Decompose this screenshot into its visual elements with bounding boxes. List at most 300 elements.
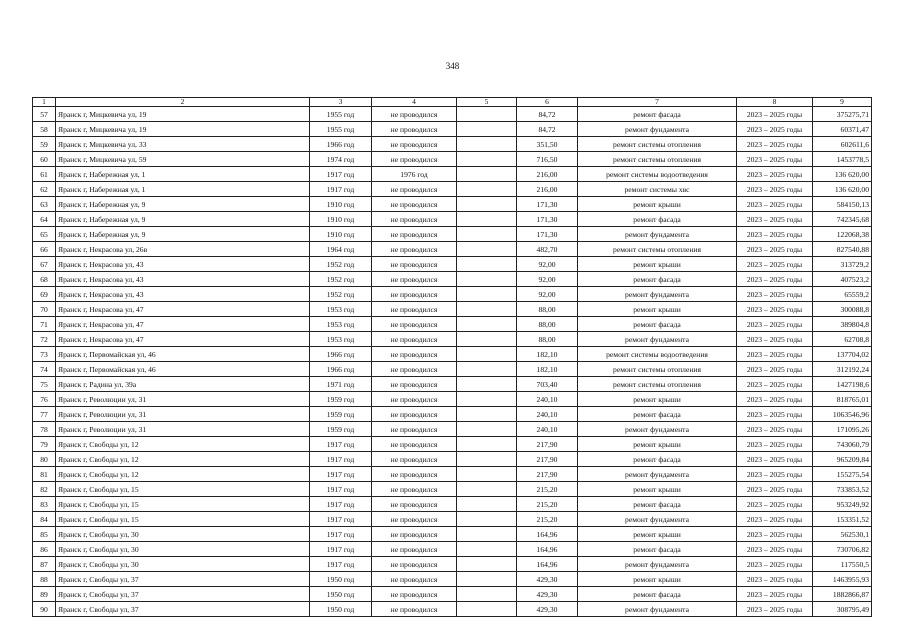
col5-cell xyxy=(457,512,517,527)
row-number: 61 xyxy=(33,167,56,182)
area-cell: 429,30 xyxy=(517,587,578,602)
work-type-cell: ремонт системы отопления xyxy=(578,377,737,392)
table-row xyxy=(33,272,872,287)
work-type-cell: ремонт системы отопления xyxy=(578,242,737,257)
last-repair-cell: не проводился xyxy=(372,182,457,197)
table-body xyxy=(33,107,872,617)
area-cell: 703,40 xyxy=(517,377,578,392)
area-cell: 92,00 xyxy=(517,272,578,287)
commission-year-cell: 1953 год xyxy=(310,302,372,317)
row-number: 84 xyxy=(33,512,56,527)
row-number: 59 xyxy=(33,137,56,152)
last-repair-cell: не проводился xyxy=(372,347,457,362)
area-cell: 171,30 xyxy=(517,212,578,227)
last-repair-cell: не проводился xyxy=(372,527,457,542)
last-repair-cell: не проводился xyxy=(372,332,457,347)
last-repair-cell: не проводился xyxy=(372,467,457,482)
cost-cell: 743060,79 xyxy=(813,437,872,452)
table-row xyxy=(33,287,872,302)
area-cell: 215,20 xyxy=(517,512,578,527)
address-cell: Яранск г, Некрасова ул, 47 xyxy=(56,332,310,347)
cost-cell: 730706,82 xyxy=(813,542,872,557)
commission-year-cell: 1966 год xyxy=(310,347,372,362)
address-cell: Яранск г, Мицкевича ул, 19 xyxy=(56,107,310,122)
period-cell: 2023 – 2025 годы xyxy=(737,482,813,497)
row-number: 77 xyxy=(33,407,56,422)
period-cell: 2023 – 2025 годы xyxy=(737,287,813,302)
cost-cell: 584150,13 xyxy=(813,197,872,212)
row-number: 73 xyxy=(33,347,56,362)
address-cell: Яранск г, Свободы ул, 12 xyxy=(56,467,310,482)
period-cell: 2023 – 2025 годы xyxy=(737,197,813,212)
work-type-cell: ремонт фундамента xyxy=(578,227,737,242)
table-row xyxy=(33,572,872,587)
row-number: 57 xyxy=(33,107,56,122)
work-type-cell: ремонт фасада xyxy=(578,317,737,332)
cost-cell: 1063546,96 xyxy=(813,407,872,422)
row-number: 75 xyxy=(33,377,56,392)
last-repair-cell: не проводился xyxy=(372,152,457,167)
commission-year-cell: 1950 год xyxy=(310,572,372,587)
period-cell: 2023 – 2025 годы xyxy=(737,422,813,437)
commission-year-cell: 1917 год xyxy=(310,512,372,527)
table-row xyxy=(33,227,872,242)
col5-cell xyxy=(457,497,517,512)
last-repair-cell: не проводился xyxy=(372,107,457,122)
work-type-cell: ремонт крыши xyxy=(578,482,737,497)
period-cell: 2023 – 2025 годы xyxy=(737,512,813,527)
area-cell: 215,20 xyxy=(517,482,578,497)
table-row xyxy=(33,152,872,167)
address-cell: Яранск г, Свободы ул, 30 xyxy=(56,542,310,557)
row-number: 67 xyxy=(33,257,56,272)
col5-cell xyxy=(457,242,517,257)
table-row xyxy=(33,557,872,572)
cost-cell: 389804,8 xyxy=(813,317,872,332)
area-cell: 217,90 xyxy=(517,452,578,467)
table-row xyxy=(33,347,872,362)
commission-year-cell: 1959 год xyxy=(310,407,372,422)
area-cell: 216,00 xyxy=(517,167,578,182)
repair-program-table xyxy=(32,97,872,617)
last-repair-cell: не проводился xyxy=(372,122,457,137)
commission-year-cell: 1910 год xyxy=(310,197,372,212)
col5-cell xyxy=(457,407,517,422)
cost-cell: 953249,92 xyxy=(813,497,872,512)
header-col-last-repair: 4 xyxy=(372,98,457,107)
address-cell: Яранск г, Свободы ул, 12 xyxy=(56,437,310,452)
work-type-cell: ремонт фасада xyxy=(578,542,737,557)
address-cell: Яранск г, Набережная ул, 1 xyxy=(56,182,310,197)
last-repair-cell: не проводился xyxy=(372,227,457,242)
cost-cell: 308795,49 xyxy=(813,602,872,617)
table-row xyxy=(33,242,872,257)
table-row xyxy=(33,332,872,347)
commission-year-cell: 1952 год xyxy=(310,272,372,287)
table-row xyxy=(33,197,872,212)
cost-cell: 122068,38 xyxy=(813,227,872,242)
work-type-cell: ремонт фасада xyxy=(578,272,737,287)
address-cell: Яранск г, Революции ул, 31 xyxy=(56,407,310,422)
row-number: 87 xyxy=(33,557,56,572)
col5-cell xyxy=(457,137,517,152)
row-number: 76 xyxy=(33,392,56,407)
cost-cell: 407523,2 xyxy=(813,272,872,287)
area-cell: 92,00 xyxy=(517,287,578,302)
address-cell: Яранск г, Свободы ул, 37 xyxy=(56,587,310,602)
work-type-cell: ремонт системы отопления xyxy=(578,362,737,377)
address-cell: Яранск г, Первомайская ул, 46 xyxy=(56,362,310,377)
col5-cell xyxy=(457,482,517,497)
col5-cell xyxy=(457,377,517,392)
cost-cell: 375275,71 xyxy=(813,107,872,122)
area-cell: 217,90 xyxy=(517,467,578,482)
address-cell: Яранск г, Свободы ул, 37 xyxy=(56,602,310,617)
area-cell: 171,30 xyxy=(517,197,578,212)
commission-year-cell: 1917 год xyxy=(310,437,372,452)
area-cell: 164,96 xyxy=(517,557,578,572)
period-cell: 2023 – 2025 годы xyxy=(737,497,813,512)
area-cell: 216,00 xyxy=(517,182,578,197)
address-cell: Яранск г, Свободы ул, 15 xyxy=(56,482,310,497)
col5-cell xyxy=(457,467,517,482)
last-repair-cell: не проводился xyxy=(372,317,457,332)
table-row xyxy=(33,527,872,542)
area-cell: 182,10 xyxy=(517,347,578,362)
area-cell: 84,72 xyxy=(517,122,578,137)
commission-year-cell: 1917 год xyxy=(310,557,372,572)
commission-year-cell: 1952 год xyxy=(310,287,372,302)
commission-year-cell: 1917 год xyxy=(310,497,372,512)
period-cell: 2023 – 2025 годы xyxy=(737,167,813,182)
work-type-cell: ремонт крыши xyxy=(578,527,737,542)
col5-cell xyxy=(457,602,517,617)
row-number: 82 xyxy=(33,482,56,497)
work-type-cell: ремонт крыши xyxy=(578,437,737,452)
period-cell: 2023 – 2025 годы xyxy=(737,227,813,242)
table-row xyxy=(33,422,872,437)
address-cell: Яранск г, Свободы ул, 15 xyxy=(56,497,310,512)
work-type-cell: ремонт системы отопления xyxy=(578,137,737,152)
table-row xyxy=(33,122,872,137)
col5-cell xyxy=(457,182,517,197)
area-cell: 84,72 xyxy=(517,107,578,122)
work-type-cell: ремонт фундамента xyxy=(578,467,737,482)
area-cell: 88,00 xyxy=(517,332,578,347)
header-col-area: 6 xyxy=(517,98,578,107)
last-repair-cell: не проводился xyxy=(372,362,457,377)
period-cell: 2023 – 2025 годы xyxy=(737,587,813,602)
period-cell: 2023 – 2025 годы xyxy=(737,182,813,197)
cost-cell: 1427198,6 xyxy=(813,377,872,392)
address-cell: Яранск г, Некрасова ул, 43 xyxy=(56,257,310,272)
period-cell: 2023 – 2025 годы xyxy=(737,542,813,557)
commission-year-cell: 1917 год xyxy=(310,542,372,557)
address-cell: Яранск г, Мицкевича ул, 19 xyxy=(56,122,310,137)
work-type-cell: ремонт системы водоотведения xyxy=(578,167,737,182)
area-cell: 482,70 xyxy=(517,242,578,257)
col5-cell xyxy=(457,227,517,242)
work-type-cell: ремонт фасада xyxy=(578,107,737,122)
period-cell: 2023 – 2025 годы xyxy=(737,572,813,587)
cost-cell: 313729,2 xyxy=(813,257,872,272)
period-cell: 2023 – 2025 годы xyxy=(737,527,813,542)
table-row xyxy=(33,452,872,467)
period-cell: 2023 – 2025 годы xyxy=(737,467,813,482)
work-type-cell: ремонт крыши xyxy=(578,302,737,317)
last-repair-cell: не проводился xyxy=(372,497,457,512)
col5-cell xyxy=(457,422,517,437)
table-header-row xyxy=(33,98,872,107)
row-number: 79 xyxy=(33,437,56,452)
row-number: 81 xyxy=(33,467,56,482)
last-repair-cell: не проводился xyxy=(372,257,457,272)
row-number: 72 xyxy=(33,332,56,347)
period-cell: 2023 – 2025 годы xyxy=(737,137,813,152)
header-col-address: 2 xyxy=(56,98,310,107)
commission-year-cell: 1955 год xyxy=(310,107,372,122)
cost-cell: 742345,68 xyxy=(813,212,872,227)
commission-year-cell: 1917 год xyxy=(310,167,372,182)
address-cell: Яранск г, Набережная ул, 9 xyxy=(56,212,310,227)
address-cell: Яранск г, Свободы ул, 12 xyxy=(56,452,310,467)
area-cell: 429,30 xyxy=(517,602,578,617)
period-cell: 2023 – 2025 годы xyxy=(737,257,813,272)
last-repair-cell: не проводился xyxy=(372,377,457,392)
commission-year-cell: 1917 год xyxy=(310,452,372,467)
area-cell: 429,30 xyxy=(517,572,578,587)
last-repair-cell: не проводился xyxy=(372,437,457,452)
commission-year-cell: 1966 год xyxy=(310,137,372,152)
cost-cell: 300088,8 xyxy=(813,302,872,317)
period-cell: 2023 – 2025 годы xyxy=(737,152,813,167)
area-cell: 240,10 xyxy=(517,422,578,437)
period-cell: 2023 – 2025 годы xyxy=(737,242,813,257)
col5-cell xyxy=(457,257,517,272)
area-cell: 351,50 xyxy=(517,137,578,152)
period-cell: 2023 – 2025 годы xyxy=(737,272,813,287)
commission-year-cell: 1953 год xyxy=(310,317,372,332)
period-cell: 2023 – 2025 годы xyxy=(737,602,813,617)
row-number: 58 xyxy=(33,122,56,137)
last-repair-cell: не проводился xyxy=(372,452,457,467)
commission-year-cell: 1964 год xyxy=(310,242,372,257)
work-type-cell: ремонт крыши xyxy=(578,572,737,587)
header-col-5: 5 xyxy=(457,98,517,107)
table-row xyxy=(33,542,872,557)
cost-cell: 136 620,00 xyxy=(813,167,872,182)
work-type-cell: ремонт фасада xyxy=(578,452,737,467)
address-cell: Яранск г, Мицкевича ул, 33 xyxy=(56,137,310,152)
last-repair-cell: не проводился xyxy=(372,482,457,497)
header-col-commission-year: 3 xyxy=(310,98,372,107)
col5-cell xyxy=(457,437,517,452)
col5-cell xyxy=(457,167,517,182)
commission-year-cell: 1953 год xyxy=(310,332,372,347)
cost-cell: 1453778,5 xyxy=(813,152,872,167)
work-type-cell: ремонт крыши xyxy=(578,197,737,212)
cost-cell: 117550,5 xyxy=(813,557,872,572)
table-row xyxy=(33,467,872,482)
row-number: 71 xyxy=(33,317,56,332)
address-cell: Яранск г, Свободы ул, 30 xyxy=(56,527,310,542)
table-row xyxy=(33,257,872,272)
cost-cell: 62708,8 xyxy=(813,332,872,347)
row-number: 65 xyxy=(33,227,56,242)
cost-cell: 60371,47 xyxy=(813,122,872,137)
table-row xyxy=(33,482,872,497)
row-number: 64 xyxy=(33,212,56,227)
area-cell: 164,96 xyxy=(517,542,578,557)
period-cell: 2023 – 2025 годы xyxy=(737,212,813,227)
area-cell: 88,00 xyxy=(517,317,578,332)
col5-cell xyxy=(457,587,517,602)
commission-year-cell: 1917 год xyxy=(310,527,372,542)
last-repair-cell: не проводился xyxy=(372,557,457,572)
address-cell: Яранск г, Набережная ул, 9 xyxy=(56,227,310,242)
row-number: 63 xyxy=(33,197,56,212)
address-cell: Яранск г, Мицкевича ул, 59 xyxy=(56,152,310,167)
table-row xyxy=(33,167,872,182)
work-type-cell: ремонт крыши xyxy=(578,392,737,407)
address-cell: Яранск г, Некрасова ул, 26в xyxy=(56,242,310,257)
area-cell: 182,10 xyxy=(517,362,578,377)
cost-cell: 1463955,93 xyxy=(813,572,872,587)
row-number: 70 xyxy=(33,302,56,317)
period-cell: 2023 – 2025 годы xyxy=(737,452,813,467)
col5-cell xyxy=(457,527,517,542)
table-row xyxy=(33,212,872,227)
col5-cell xyxy=(457,347,517,362)
cost-cell: 733853,52 xyxy=(813,482,872,497)
period-cell: 2023 – 2025 годы xyxy=(737,362,813,377)
row-number: 86 xyxy=(33,542,56,557)
table-row xyxy=(33,362,872,377)
row-number: 90 xyxy=(33,602,56,617)
cost-cell: 171095,26 xyxy=(813,422,872,437)
work-type-cell: ремонт системы хвс xyxy=(578,182,737,197)
work-type-cell: ремонт фундамента xyxy=(578,422,737,437)
period-cell: 2023 – 2025 годы xyxy=(737,557,813,572)
table-row xyxy=(33,497,872,512)
period-cell: 2023 – 2025 годы xyxy=(737,407,813,422)
col5-cell xyxy=(457,452,517,467)
commission-year-cell: 1917 год xyxy=(310,467,372,482)
period-cell: 2023 – 2025 годы xyxy=(737,437,813,452)
cost-cell: 153351,52 xyxy=(813,512,872,527)
work-type-cell: ремонт системы отопления xyxy=(578,152,737,167)
header-col-cost: 9 xyxy=(813,98,872,107)
period-cell: 2023 – 2025 годы xyxy=(737,317,813,332)
cost-cell: 65559,2 xyxy=(813,287,872,302)
last-repair-cell: не проводился xyxy=(372,302,457,317)
table-row xyxy=(33,407,872,422)
header-col-number: 1 xyxy=(33,98,56,107)
commission-year-cell: 1971 год xyxy=(310,377,372,392)
col5-cell xyxy=(457,212,517,227)
last-repair-cell: не проводился xyxy=(372,137,457,152)
commission-year-cell: 1950 год xyxy=(310,587,372,602)
last-repair-cell: не проводился xyxy=(372,602,457,617)
work-type-cell: ремонт фундамента xyxy=(578,122,737,137)
last-repair-cell: не проводился xyxy=(372,272,457,287)
period-cell: 2023 – 2025 годы xyxy=(737,392,813,407)
col5-cell xyxy=(457,332,517,347)
last-repair-cell: не проводился xyxy=(372,407,457,422)
area-cell: 215,20 xyxy=(517,497,578,512)
cost-cell: 818765,01 xyxy=(813,392,872,407)
last-repair-cell: не проводился xyxy=(372,587,457,602)
col5-cell xyxy=(457,197,517,212)
area-cell: 164,96 xyxy=(517,527,578,542)
row-number: 74 xyxy=(33,362,56,377)
row-number: 80 xyxy=(33,452,56,467)
cost-cell: 827540,88 xyxy=(813,242,872,257)
commission-year-cell: 1952 год xyxy=(310,257,372,272)
last-repair-cell: не проводился xyxy=(372,572,457,587)
work-type-cell: ремонт фасада xyxy=(578,587,737,602)
area-cell: 88,00 xyxy=(517,302,578,317)
row-number: 62 xyxy=(33,182,56,197)
last-repair-cell: 1976 год xyxy=(372,167,457,182)
cost-cell: 562530,1 xyxy=(813,527,872,542)
address-cell: Яранск г, Некрасова ул, 43 xyxy=(56,287,310,302)
col5-cell xyxy=(457,152,517,167)
table-row xyxy=(33,182,872,197)
work-type-cell: ремонт фасада xyxy=(578,212,737,227)
table-row xyxy=(33,377,872,392)
area-cell: 171,30 xyxy=(517,227,578,242)
work-type-cell: ремонт фундамента xyxy=(578,332,737,347)
address-cell: Яранск г, Радина ул, 39а xyxy=(56,377,310,392)
col5-cell xyxy=(457,362,517,377)
col5-cell xyxy=(457,572,517,587)
table-row xyxy=(33,107,872,122)
commission-year-cell: 1959 год xyxy=(310,392,372,407)
address-cell: Яранск г, Свободы ул, 30 xyxy=(56,557,310,572)
col5-cell xyxy=(457,272,517,287)
table-row xyxy=(33,587,872,602)
area-cell: 217,90 xyxy=(517,437,578,452)
commission-year-cell: 1910 год xyxy=(310,227,372,242)
work-type-cell: ремонт крыши xyxy=(578,257,737,272)
col5-cell xyxy=(457,122,517,137)
row-number: 85 xyxy=(33,527,56,542)
cost-cell: 602611,6 xyxy=(813,137,872,152)
col5-cell xyxy=(457,392,517,407)
row-number: 66 xyxy=(33,242,56,257)
work-type-cell: ремонт фасада xyxy=(578,497,737,512)
col5-cell xyxy=(457,287,517,302)
last-repair-cell: не проводился xyxy=(372,242,457,257)
commission-year-cell: 1959 год xyxy=(310,422,372,437)
work-type-cell: ремонт фундамента xyxy=(578,287,737,302)
row-number: 68 xyxy=(33,272,56,287)
row-number: 78 xyxy=(33,422,56,437)
address-cell: Яранск г, Революции ул, 31 xyxy=(56,392,310,407)
area-cell: 92,00 xyxy=(517,257,578,272)
period-cell: 2023 – 2025 годы xyxy=(737,122,813,137)
period-cell: 2023 – 2025 годы xyxy=(737,302,813,317)
table-row xyxy=(33,602,872,617)
period-cell: 2023 – 2025 годы xyxy=(737,332,813,347)
commission-year-cell: 1917 год xyxy=(310,482,372,497)
period-cell: 2023 – 2025 годы xyxy=(737,107,813,122)
address-cell: Яранск г, Некрасова ул, 47 xyxy=(56,302,310,317)
area-cell: 716,50 xyxy=(517,152,578,167)
table-row xyxy=(33,302,872,317)
cost-cell: 965209,84 xyxy=(813,452,872,467)
